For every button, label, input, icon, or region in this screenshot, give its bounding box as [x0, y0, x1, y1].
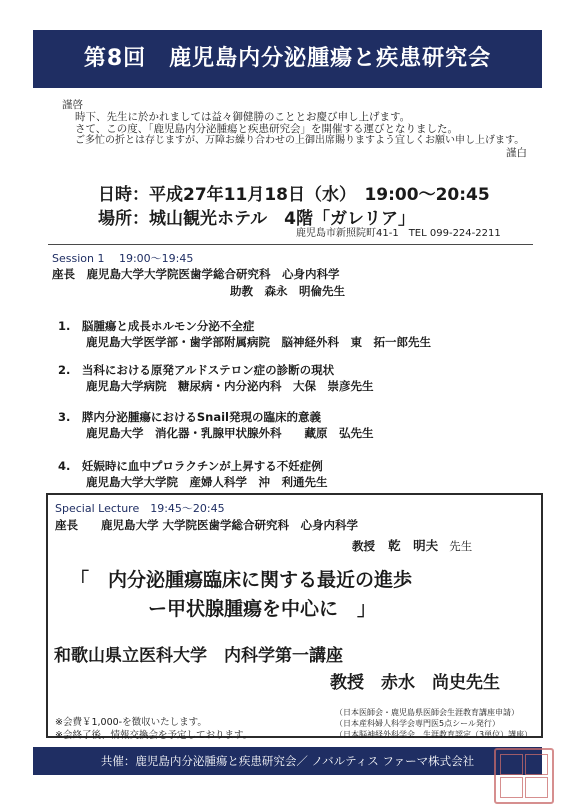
greeting-line: さて、この度、「鹿児島内分泌腫瘍と疾患研究会」を開催する運びとなりました。 — [75, 123, 459, 135]
special-heading: Special Lecture 19:45～20:45 — [55, 502, 225, 515]
session1-chair-name: 助教 森永 明倫先生 — [230, 284, 345, 298]
special-chair-name: 乾 明夫 — [388, 538, 439, 553]
seal-stamp-icon — [494, 748, 554, 804]
greeting-closing: 謹白 — [506, 147, 527, 159]
speaker-affiliation: 和歌山県立医科大学 内科学第一講座 — [54, 646, 343, 666]
session1-chair: 座長 鹿児島大学大学院医歯学総合研究科 心身内科学 — [52, 267, 340, 281]
special-chair-name-line — [352, 535, 472, 554]
event-datetime: 日時：平成27年11月18日（水） 19:00～20:45 — [98, 185, 490, 205]
divider — [48, 244, 533, 245]
talk-speaker: 鹿児島大学 消化器・乳腺甲状腺外科 藏原 弘先生 — [86, 426, 374, 440]
note-left: ※会終了後、情報交換会を予定しております。 — [55, 730, 253, 741]
talk-title: 2. 当科における原発アルドステロン症の診断の現状 — [58, 363, 335, 377]
speaker-name: 教授 赤水 尚史先生 — [330, 673, 500, 693]
event-venue: 場所：城山観光ホテル 4階「ガレリア」 — [98, 209, 415, 229]
talk-title: 1. 脳腫瘍と成長ホルモン分泌不全症 — [58, 319, 255, 333]
footer-sponsors: 共催：鹿児島内分泌腫瘍と疾患研究会／ ノバルティス ファーマ株式会社 — [33, 747, 542, 775]
session1-heading: Session 1 19:00～19:45 — [52, 252, 194, 265]
talk-speaker: 鹿児島大学医学部・歯学部附属病院 脳神経外科 東 拓一郎先生 — [86, 335, 431, 349]
talk-speaker: 鹿児島大学病院 糖尿病・内分泌内科 大保 崇彦先生 — [86, 379, 374, 393]
note-right: （日本産科婦人科学会専門医5点シール発行） — [335, 719, 500, 728]
lecture-title-line1: 「 内分泌腫瘍臨床に関する最近の進歩 — [70, 569, 413, 591]
page-title: 第8回 鹿児島内分泌腫瘍と疾患研究会 — [33, 30, 542, 88]
greeting-line: 時下、先生に於かれましては益々御健勝のこととお慶び申し上げます。 — [75, 111, 411, 123]
lecture-title-line2: ー甲状腺腫瘍を中心に 」 — [148, 598, 377, 620]
talk-title: 4. 妊娠時に血中プロラクチンが上昇する不妊症例 — [58, 459, 323, 473]
note-right: （日本脳神経外科学会 生涯教育認定（3単位）講座） — [335, 730, 533, 739]
note-right: （日本医師会・鹿児島県医師会生涯教育講座申請） — [335, 708, 519, 717]
talk-title: 3. 膵内分泌腫瘍におけるSnail発現の臨床的意義 — [58, 410, 321, 424]
special-chair-role: 教授 — [352, 539, 375, 553]
special-chair: 座長 鹿児島大学 大学院医歯学総合研究科 心身内科学 — [55, 518, 359, 532]
talk-speaker: 鹿児島大学大学院 産婦人科学 沖 利通先生 — [86, 475, 328, 489]
note-left: ※会費￥1,000-を徴収いたします。 — [55, 717, 207, 728]
event-address: 鹿児島市新照院町41-1 TEL 099-224-2211 — [296, 228, 501, 239]
greeting-opening: 謹啓 — [62, 99, 83, 111]
greeting-line: ご多忙の折とは存じますが、万障お繰り合わせの上御出席賜りますよう宜しくお願い申し上げます。 — [75, 135, 525, 146]
special-chair-suffix: 先生 — [449, 539, 473, 553]
